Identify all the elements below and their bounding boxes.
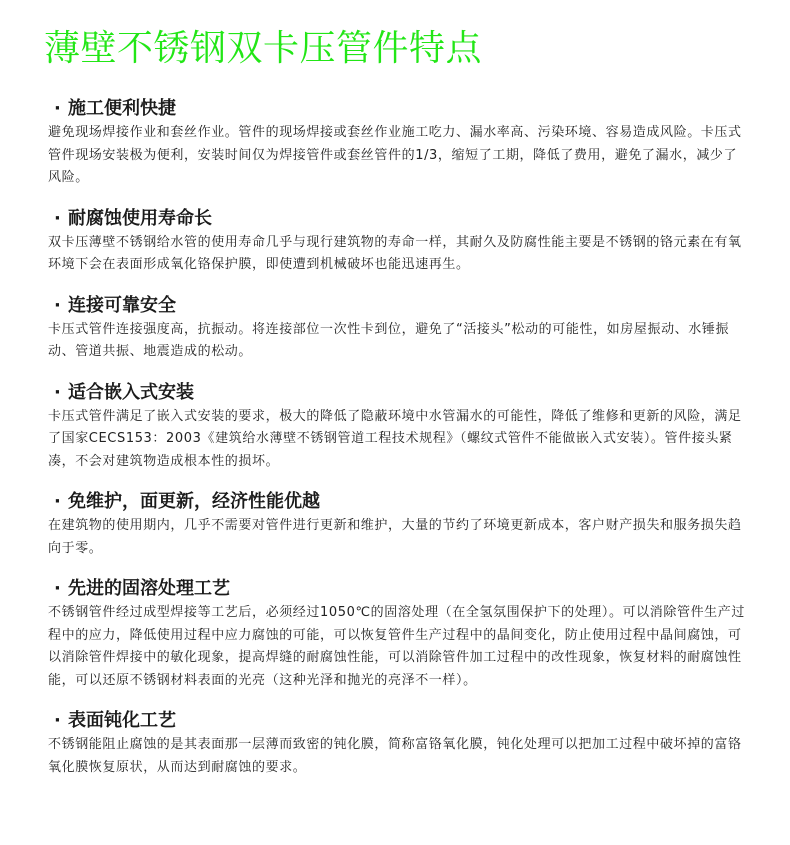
feature-description: 不锈钢管件经过成型焊接等工艺后，必须经过1050℃的固溶处理（在全氢氛围保护下的处理）。可以消除管件生产过程中的应力，降低使用过程中应力腐蚀的可能，可以恢复管件生产过程中的晶间变化，防止使用过程中晶间腐蚀，可以消除管件焊接中的敏化现象，提高焊缝的耐腐蚀性能，可以消除管件加工过程中的改性现象，恢复材料的耐腐蚀性能，可以还原不锈钢材料表面的光亮（这种光泽和抛光的亮泽不一样）。 — [48, 605, 745, 688]
feature-description: 卡压式管件满足了嵌入式安装的要求，极大的降低了隐蔽环境中水管漏水的可能性，降低了维修和更新的风险，满足了国家CECS153：2003《建筑给水薄壁不锈钢管道工程技术规程》（螺纹式管件不能做嵌入式安装）。管件接头紧凑，不会对建筑物造成根本性的损坏。 — [48, 408, 742, 469]
feature-description: 不锈钢能阻止腐蚀的是其表面那一层薄而致密的钝化膜，简称富铬氧化膜，钝化处理可以把加工过程中破坏掉的富铬氧化膜恢复原状，从而达到耐腐蚀的要求。 — [48, 737, 742, 775]
feature-heading-text: 适合嵌入式安装 — [68, 381, 194, 403]
feature-section-solution-treatment — [48, 576, 748, 692]
feature-heading — [48, 293, 748, 319]
bullet-point: · — [54, 294, 61, 316]
feature-heading-text: 耐腐蚀使用寿命长 — [68, 207, 212, 229]
feature-section-maintenance — [48, 489, 748, 560]
feature-description: 卡压式管件连接强度高，抗振动。将连接部位一次性卡到位，避免了“活接头”松动的可能性，如房屋振动、水锤振动、管道共振、地震造成的松动。 — [48, 321, 730, 359]
feature-heading-text: 先进的固溶处理工艺 — [68, 578, 230, 599]
bullet-point: · — [54, 710, 61, 731]
page-title: 薄壁不锈钢双卡压管件特点 — [44, 28, 483, 69]
feature-heading-text: 免维护，面更新，经济性能优越 — [68, 491, 320, 512]
feature-heading — [48, 380, 748, 406]
feature-section-corrosion — [48, 206, 748, 277]
feature-heading — [48, 206, 748, 232]
feature-list — [48, 96, 748, 795]
bullet-point: · — [54, 578, 61, 599]
bullet-point: · — [54, 98, 61, 119]
bullet-point: · — [54, 207, 61, 229]
feature-description: 在建筑物的使用期内，几乎不需要对管件进行更新和维护，大量的节约了环境更新成本，客户财产损失和服务损失趋向于零。 — [48, 518, 742, 556]
feature-heading-text: 连接可靠安全 — [68, 294, 176, 316]
feature-heading-text: 表面钝化工艺 — [68, 710, 176, 731]
feature-heading-text: 施工便利快捷 — [68, 98, 176, 119]
feature-heading — [48, 489, 748, 515]
feature-heading — [48, 96, 748, 122]
bullet-point: · — [54, 381, 61, 403]
feature-description: 避免现场焊接作业和套丝作业。管件的现场焊接或套丝作业施工吃力、漏水率高、污染环境、容易造成风险。卡压式管件现场安装极为便利，安装时间仅为焊接管件或套丝管件的1/3，缩短了工期，降低了费用，避免了漏水，减少了风险。 — [48, 125, 742, 185]
feature-section-embedded — [48, 380, 748, 474]
feature-heading — [48, 576, 748, 602]
feature-heading — [48, 708, 748, 734]
feature-description: 双卡压薄壁不锈钢给水管的使用寿命几乎与现行建筑物的寿命一样，其耐久及防腐性能主要是不锈钢的铬元素在有氧环境下会在表面形成氧化铬保护膜，即使遭到机械破坏也能迅速再生。 — [48, 234, 742, 272]
feature-section-connection — [48, 293, 748, 364]
bullet-point: · — [54, 491, 61, 512]
feature-section-construction — [48, 96, 748, 190]
feature-section-passivation — [48, 708, 748, 779]
